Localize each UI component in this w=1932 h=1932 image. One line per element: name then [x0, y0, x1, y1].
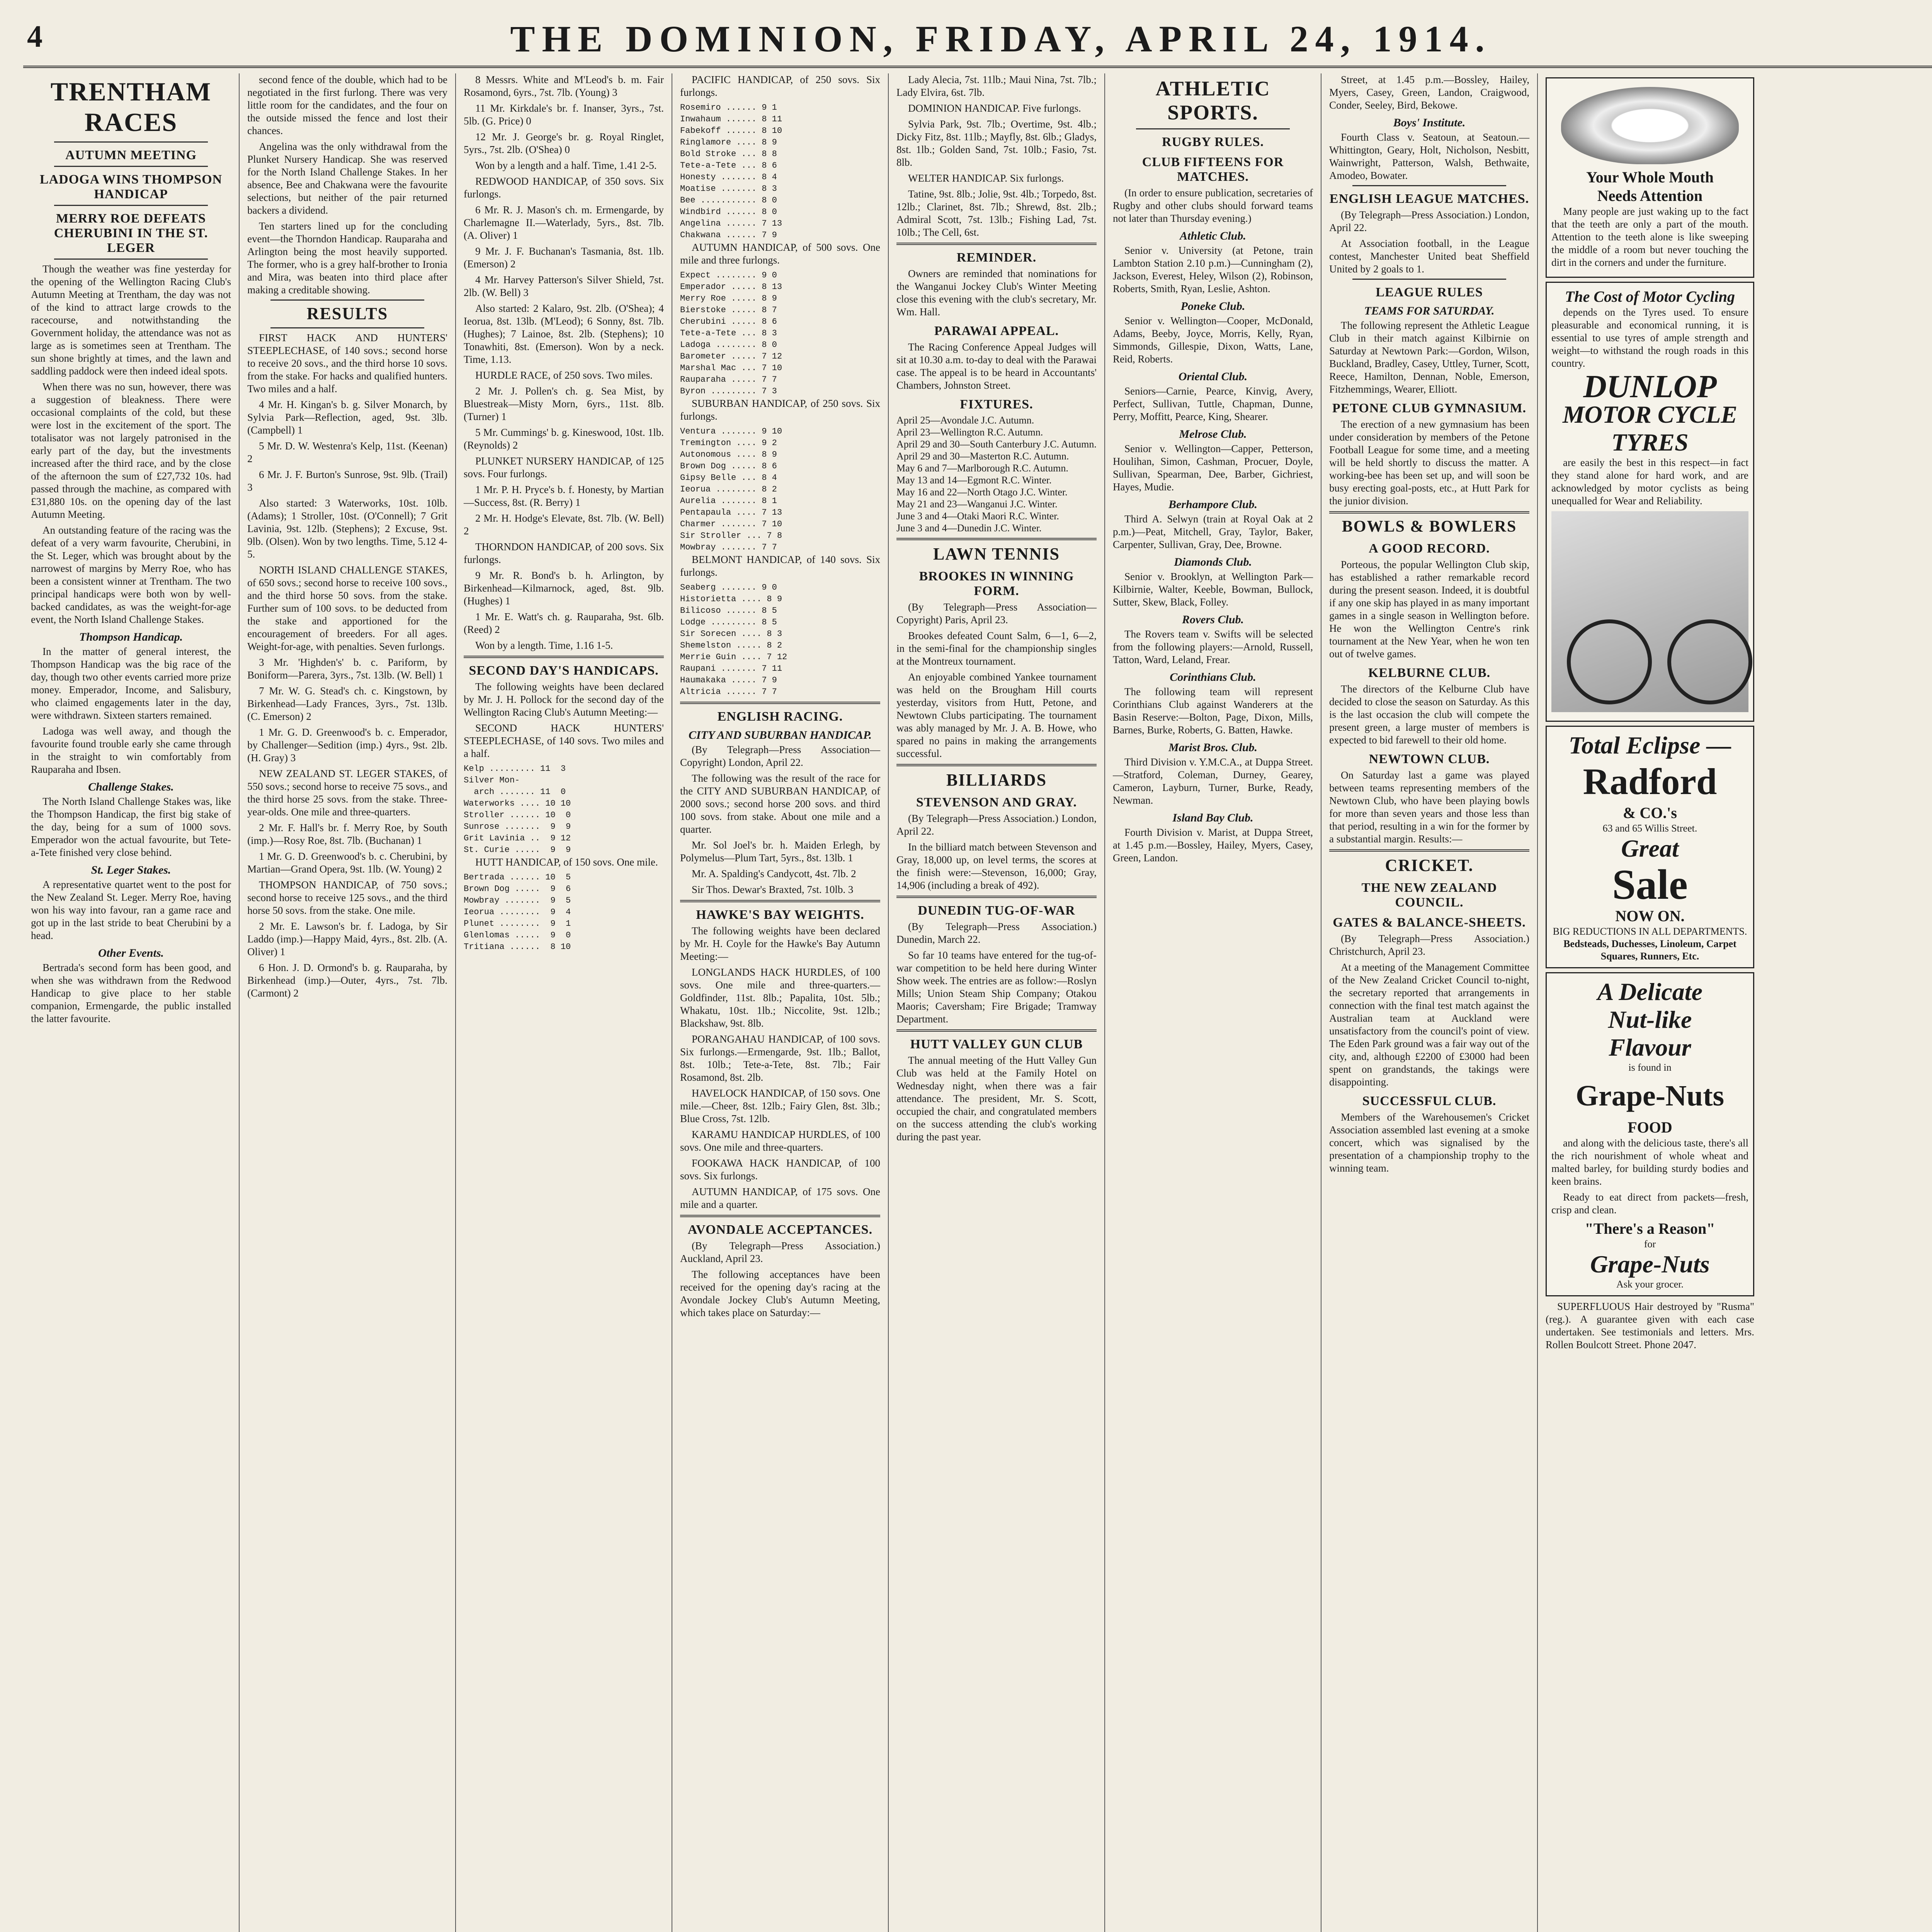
article-paragraph: In the matter of general interest, the Thompson Handicap was the big race of the day, though two other events carried more prize money. Emperador, Income, and Salisbury, who claimed engagements later in the day, were withdrawn. Sixteen starters remained. — [31, 646, 231, 721]
result-entry: 2 Mr. J. Pollen's ch. g. Sea Mist, by Bluestreak—Misty Morn, 6yrs., 11st. 8lb. (Turner) 1 — [464, 385, 664, 422]
result-entry: Sir Thos. Dewar's Braxted, 7st. 10lb. 3 — [692, 884, 854, 895]
article-paragraph: Brookes defeated Count Salm, 6—1, 6—2, in the semi-final for the championship singles at the Montreux tournament. — [896, 630, 1097, 667]
mouth-advert — [1546, 77, 1754, 278]
club-team: Seniors—Carnie, Pearce, Kinvig, Avery, Perfect, Sullivan, Tuttle, Chapman, Dunne, Perry, Moffitt, Pearce, King, Shearer. — [1113, 385, 1313, 422]
weights-line: Sir Sorecen .... 8 3 — [680, 629, 782, 639]
mouth-illustration — [1561, 87, 1739, 164]
club-heading: Rovers Club. — [1182, 613, 1244, 626]
kelburne-heading: KELBURNE CLUB. — [1368, 666, 1491, 680]
club-team: Fourth Division v. Marist, at Duppa Street, at 1.45 p.m.—Bossley, Hailey, Myers, Casey, Green, Landon. — [1113, 827, 1313, 864]
reminder-heading: REMINDER. — [956, 250, 1037, 265]
article-paragraph: Ladoga was well away, and though the favourite found trouble early she came through in the straight to win comfortably from Rauparaha and Ibsen. — [31, 725, 231, 775]
weights-line: Mowbray ....... 7 7 — [680, 543, 777, 552]
wheel-icon — [1567, 619, 1652, 704]
club-heading: Corinthians Club. — [1170, 671, 1256, 684]
dateline: (By Telegraph—Press Association—Copyright) London, April 22. — [680, 744, 880, 768]
ads-column — [1538, 73, 1762, 1932]
article-paragraph: The annual meeting of the Hutt Valley Gun Club was held at the Family Hotel on Wednesday night, when there was a fair attendance. The president, Mr. S. Scott, occupied the chair, and congratulated members on the success attending the club's working during the past year. — [896, 1054, 1097, 1143]
article-paragraph: On Saturday last a game was played between teams representing members of the Newtown Club, who have been playing bowls for more than seven years and those less than that period, resulting in a win for the former by a substantial margin. Results:— — [1329, 769, 1529, 845]
weights-line: Bold Stroke ... 8 8 — [680, 149, 777, 159]
weights-line: Raupani ....... 7 11 — [680, 664, 782, 673]
divider — [896, 764, 1097, 766]
divider — [680, 900, 880, 902]
race-heading: AUTUMN HANDICAP, of 500 sovs. One mile and three furlongs. — [680, 242, 880, 266]
article-paragraph: Though the weather was fine yesterday for the opening of the Wellington Racing Club's Autumn Meeting at Trentham, the day was not of the kind to attract large crowds to the racecourse, and notwithstanding the Government holiday, the attendance was not as large as is sometimes seen at Trentham. The sun shone brightly at times, and the lawn and saddling paddock were then indeed ideal spots. — [31, 263, 231, 377]
result-entry: 3 Mr. 'Highden's' b. c. Pariform, by Boniform—Parera, 3yrs., 7st. 13lb. (W. Bell) 1 — [247, 656, 447, 681]
now-on-text: NOW ON. — [1615, 907, 1685, 925]
club-team: Fourth Class v. Seatoun, at Seatoun.—Whittington, Geary, Holt, Nicholson, Nesbitt, Wainwright, Patterson, Walsh, Bethwaite, Amodeo, Bowater. — [1329, 131, 1529, 181]
mouth-title-2: Needs Attention — [1597, 187, 1703, 204]
weights-line: St. Curie ..... 9 9 — [464, 845, 571, 855]
result-entry: THORNDON HANDICAP, of 200 sovs. Six furlongs. — [464, 541, 664, 565]
gates-sub: GATES & BALANCE-SHEETS. — [1333, 915, 1526, 930]
weights-line: Glenlomas ..... 9 0 — [464, 930, 571, 940]
weights-line: Ventura ....... 9 10 — [680, 427, 782, 436]
weights-line: Seaberg ....... 9 0 — [680, 583, 777, 592]
column-5 — [889, 73, 1105, 1932]
club-team: The following team will represent Corinthians Club against Wanderers at the Basin Reserve:—Bolton, Page, Dixon, Mills, Barnes, Burke, Roberts, G. Batten, Hawke. — [1113, 686, 1313, 736]
club-team: Senior v. Wellington—Cooper, McDonald, Adams, Beeby, Joyce, Morris, Kelly, Ryan, Simmonds, Gillespie, Dixon, Watts, Lane, Reid, Roberts. — [1113, 315, 1313, 365]
club-heading: Boys' Institute. — [1393, 116, 1466, 129]
dateline: (By Telegraph—Press Association.) Christchurch, April 23. — [1329, 933, 1529, 957]
ask-grocer: Ask your grocer. — [1616, 1279, 1684, 1290]
eclipse-title: Total Eclipse — — [1568, 731, 1731, 759]
weights-line: Ieorua ........ 9 4 — [464, 907, 571, 917]
weights-line: Angelina ...... 7 13 — [680, 219, 782, 228]
divider — [1136, 128, 1290, 129]
article-paragraph: When there was no sun, however, there was a suggestion of bleakness. There were occasional complaints of the cold, but these were lost in the excitement of the sport. The totalisator was not largely patronised in the early part of the day, but the investments increased after the third race, and by the close of the afternoon the sum of £27,732 10s. had passed through the machine, as compared with £31,880 10s. on the opening day of the last Autumn Meeting. — [31, 381, 231, 520]
thompson-heading: Thompson Handicap. — [79, 631, 183, 643]
article-paragraph: The following weights have been declared by Mr. J. H. Pollock for the second day of the Wellington Racing Club's Autumn Meeting:— — [464, 681, 664, 718]
divider — [680, 702, 880, 704]
article-paragraph: So far 10 teams have entered for the tug-of-war competition to be held here during Winter Show week. The entries are as follow:—Roslyn Mills; Union Steam Ship Company; Otakou Maoris; Caversham; Fire Brigade; Tramway Department. — [896, 949, 1097, 1025]
ladoga-sub: LADOGA WINS THOMPSON HANDICAP — [39, 172, 223, 201]
fixture-line: April 29 and 30—Masterton R.C. Autumn. — [896, 451, 1069, 462]
result-entry: 8 Messrs. White and M'Leod's b. m. Fair Rosamond, 6yrs., 7st. 7lb. (Young) 3 — [464, 74, 664, 98]
dateline: (By Telegraph—Press Association—Copyright) Paris, April 23. — [896, 601, 1097, 626]
result-entry: 6 Mr. R. J. Mason's ch. m. Ermengarde, by Charlemagne II.—Waterlady, 5yrs., 8st. 7lb. (A. Oliver) 1 — [464, 204, 664, 241]
divider — [54, 259, 208, 260]
weights-line: Brown Dog ..... 9 6 — [464, 884, 571, 894]
great-text: Great — [1621, 835, 1679, 862]
athletic-sports-heading: ATHLETIC SPORTS. — [1155, 77, 1270, 124]
article-paragraph: Bertrada's second form has been good, and when she was withdrawn from the Redwood Handicap to give place to her stable companion, Ermengarde, the public installed the latter favourite. — [31, 962, 231, 1024]
weights-line: Altricia ...... 7 7 — [680, 687, 777, 697]
divider — [896, 896, 1097, 898]
race-heading: SUBURBAN HANDICAP, of 250 sovs. Six furlongs. — [680, 398, 880, 422]
result-entry: 2 Mr. F. Hall's br. f. Merry Roe, by South (imp.)—Rosy Roe, 8st. 7lb. (Buchanan) 1 — [247, 822, 447, 846]
weights-line: Lodge ......... 8 5 — [680, 617, 777, 627]
column-7 — [1321, 73, 1538, 1932]
weights-line: Waterworks .... 10 10 — [464, 799, 571, 808]
divider — [896, 1029, 1097, 1032]
result-entry: 2 Mr. E. Lawson's br. f. Ladoga, by Sir Laddo (imp.)—Happy Maid, 4yrs., 8st. 2lb. (A. Oliver) 1 — [247, 920, 447, 957]
result-entry: Mr. Sol Joel's br. h. Maiden Erlegh, by Polymelus—Plum Tart, 5yrs., 8st. 13lb. 1 — [680, 839, 880, 864]
article-paragraph: At a meeting of the Management Committee of the New Zealand Cricket Council to-night, the secretary reported that arrangements in connection with the final test match against the Australian team at Auckland were unsatisfactory from the council's point of view. The Eden Park ground was a fair way out of the city, and, although £2200 of £3000 had been spent on grandstands, the takings were disappointing. — [1329, 961, 1529, 1088]
nz-council-sub: THE NEW ZEALAND COUNCIL. — [1361, 881, 1497, 910]
weights-line: Pentapaula .... 7 13 — [680, 508, 782, 517]
result-entry: 9 Mr. R. Bond's b. h. Arlington, by Birkenhead—Kilmarnock, aged, 8st. 9lb. (Hughes) 1 — [464, 570, 664, 607]
goods-text: Bedsteads, Duchesses, Linoleum, Carpet Squares, Runners, Etc. — [1563, 938, 1736, 962]
masthead — [23, 8, 1932, 68]
teams-saturday-sub: TEAMS FOR SATURDAY. — [1364, 304, 1495, 317]
dateline: (By Telegraph—Press Association.) London, April 22. — [1329, 209, 1529, 233]
flavour-text: Flavour — [1609, 1034, 1691, 1061]
weights-entry: AUTUMN HANDICAP, of 175 sovs. One mile and a quarter. — [680, 1186, 880, 1210]
weights-line: Tete-a-Tete ... 8 6 — [680, 161, 777, 170]
result-entry: Also started: 3 Waterworks, 10st. 10lb. (Adams); 1 Stroller, 10st. (O'Connell); 7 Grit Lavinia, 9st. 12lb. (Stephens); 2 Excuse, 9st. 9lb. (Olsen). Won by two lengths. Time, 5.12 4-5. — [247, 497, 447, 560]
fixture-line: June 3 and 4—Otaki Maori R.C. Winter. — [896, 510, 1059, 522]
weights-line: Autonomous .... 8 9 — [680, 450, 777, 459]
result-entry: Won by a length. Time, 1.16 1-5. — [475, 639, 613, 651]
article-paragraph: Owners are reminded that nominations for the Wanganui Jockey Club's Winter Meeting close this evening with the club's secretary, Mr. Wm. Hall. — [896, 268, 1097, 318]
club-heading: Melrose Club. — [1179, 428, 1247, 440]
weights-line: Charmer ....... 7 10 — [680, 519, 782, 529]
dateline: (By Telegraph—Press Association.) Auckland, April 23. — [680, 1240, 880, 1264]
weights-line: Haumakaka ..... 7 9 — [680, 675, 777, 685]
result-entry: Won by a length and a half. Time, 1.41 2-5. — [475, 160, 657, 171]
divider — [1352, 279, 1506, 280]
article-paragraph: The following was the result of the race for the CITY AND SUBURBAN HANDICAP, of 2000 sovs.; second horse 200 sovs. and third 100 sovs. from stake. About one mile and a quarter. — [680, 772, 880, 835]
fixture-line: May 16 and 22—North Otago J.C. Winter. — [896, 486, 1068, 498]
grapenuts-advert — [1546, 972, 1754, 1296]
found-in-text: is found in — [1628, 1062, 1672, 1073]
weights-line: Ringlamore .... 8 9 — [680, 138, 777, 147]
stevenson-sub: STEVENSON AND GRAY. — [916, 795, 1077, 810]
result-entry: 4 Mr. Harvey Patterson's Silver Shield, 7st. 2lb. (W. Bell) 3 — [464, 274, 664, 298]
article-paragraph: Angelina was the only withdrawal from the Plunket Nursery Handicap. She was reserved for the North Island Challenge Stakes. In her absence, Bee and Chakwana were the favourite selections, but neither of the pair returned backers a dividend. — [247, 141, 447, 216]
dunlop-tyres: TYRES — [1611, 429, 1689, 456]
result-entry: 1 Mr. P. H. Pryce's b. f. Honesty, by Martian—Success, 8st. (R. Berry) 1 — [464, 484, 664, 508]
club-fifteens-sub: CLUB FIFTEENS FOR MATCHES. — [1142, 155, 1284, 184]
result-entry: 9 Mr. J. F. Buchanan's Tasmania, 8st. 1lb. (Emerson) 2 — [464, 245, 664, 270]
ad-text: and along with the delicious taste, there's all the rich nourishment of whole wheat and malted barley, for building sturdy bodies and keen brains. — [1551, 1137, 1748, 1187]
weights-line: Grit Lavinia .. 9 12 — [464, 833, 571, 843]
club-team: The Rovers team v. Swifts will be selected from the following players:—Arnold, Russell, Tatton, Ward, Leland, Frear. — [1113, 628, 1313, 665]
column-6 — [1105, 73, 1321, 1932]
club-team: Senior v. University (at Petone, train Lambton Station 2.10 p.m.)—Cunningham (2), Jackson, Everest, Heley, Wilson (2), Robinson, Roberts, Smith, Ryan, Leslie, Ashton. — [1113, 245, 1313, 294]
article-paragraph: The directors of the Kelburne Club have decided to close the season on Saturday. As this is the last occasion the club will compete the present green, a large muster of members is expected to bid farewell to their old home. — [1329, 683, 1529, 746]
weights-line: Expect ........ 9 0 — [680, 270, 777, 280]
article-paragraph: At Association football, in the League contest, Manchester United beat Sheffield United by 2 goals to 1. — [1329, 238, 1529, 275]
weights-line: Bee ........... 8 0 — [680, 196, 777, 205]
weights-line: Gipsy Belle ... 8 4 — [680, 473, 777, 483]
weights-entry: KARAMU HANDICAP HURDLES, of 100 sovs. One mile and three-quarters. — [680, 1129, 880, 1153]
race-heading: DOMINION HANDICAP. Five furlongs. — [908, 102, 1081, 114]
cyclist-illustration — [1551, 511, 1748, 712]
column-1 — [23, 73, 240, 1932]
theres-reason: "There's a Reason" — [1585, 1220, 1715, 1237]
ad-text: are easily the best in this respect—in fact they stand alone for hard work, and are acknowledged by motor cyclists as being unequalled for Wear and Reliability. — [1551, 457, 1748, 507]
divider — [896, 538, 1097, 540]
club-heading: Poneke Club. — [1180, 300, 1245, 313]
weights-line: Sir Stroller ... 7 8 — [680, 531, 782, 541]
result-entry: 5 Mr. Cummings' b. g. Kineswood, 10st. 1lb. (Reynolds) 2 — [464, 427, 664, 451]
challenge-heading: Challenge Stakes. — [88, 781, 174, 793]
weights-line: Aurelia ....... 8 1 — [680, 496, 777, 506]
article-paragraph: The following weights have been declared by Mr. H. Coyle for the Hawke's Bay Autumn Meeting:— — [680, 925, 880, 962]
weights-entry: HAVELOCK HANDICAP, of 150 sovs. One mile.—Cheer, 8st. 12lb.; Fairy Glen, 8st. 3lb.; Blue Cross, 7st. 12lb. — [680, 1087, 880, 1124]
club-team: Senior v. Wellington—Capper, Petterson, Houlihan, Simon, Cashman, Procuer, Doyle, Sullivan, Spearman, Dee, Barber, Gichriest, Hayes, Mudie. — [1113, 443, 1313, 493]
petone-gym-heading: PETONE CLUB GYMNASIUM. — [1332, 401, 1527, 415]
nutlike-text: Nut-like — [1608, 1006, 1692, 1033]
weights-line: Rosemiro ...... 9 1 — [680, 103, 777, 112]
weights-line: Ladoga ........ 8 0 — [680, 340, 777, 350]
delicate-text: A Delicate — [1597, 978, 1702, 1005]
result-entry: 5 Mr. D. W. Westenra's Kelp, 11st. (Keenan) 2 — [247, 440, 447, 464]
billiards-heading: BILLIARDS — [946, 770, 1047, 789]
trentham-heading: TRENTHAM RACES — [50, 77, 212, 137]
weights-entry: Tatine, 9st. 8lb.; Jolie, 9st. 4lb.; Torpedo, 8st. 12lb.; Clarinet, 8st. 7lb.; Shrewd, 8st. 2lb.; Admiral Scott, 7st. 13lb.; Fishing Lad, 7st. 10lb.; The Cell, 6st. — [896, 188, 1097, 238]
divider — [54, 141, 208, 143]
race-heading: BELMONT HANDICAP, of 140 sovs. Six furlongs. — [680, 554, 880, 578]
english-league-heading: ENGLISH LEAGUE MATCHES. — [1329, 192, 1529, 206]
result-entry: 1 Mr. G. D. Greenwood's b. c. Cherubini, by Martian—Grand Opera, 9st. 1lb. (W. Young) 2 — [247, 850, 447, 875]
result-entry: HURDLE RACE, of 250 sovs. Two miles. — [475, 369, 653, 381]
result-entry: PLUNKET NURSERY HANDICAP, of 125 sovs. Four furlongs. — [464, 455, 664, 480]
weights-line: Plunet ........ 9 1 — [464, 919, 571, 929]
weights-line: Honesty ....... 8 4 — [680, 172, 777, 182]
result-entry: FIRST HACK AND HUNTERS' STEEPLECHASE, of 140 sovs.; second horse to receive 20 sovs., and the third horse 10 sovs. from the stake. For hacks and qualified hunters. Two miles and a half. — [247, 332, 447, 395]
result-entry: 11 Mr. Kirkdale's br. f. Inanser, 3yrs., 7st. 5lb. (G. Price) 0 — [464, 102, 664, 127]
weights-line: Rauparaha ..... 7 7 — [680, 375, 777, 384]
race-heading: SECOND HACK HUNTERS' STEEPLECHASE, of 140 sovs. Two miles and a half. — [464, 722, 664, 759]
club-heading: Berhampore Club. — [1168, 498, 1258, 511]
ad-text: Ready to eat direct from packets—fresh, crisp and clean. — [1551, 1191, 1748, 1216]
page-number: 4 — [27, 20, 43, 54]
fixture-line: May 21 and 23—Wanganui J.C. Winter. — [896, 498, 1058, 510]
avondale-heading: AVONDALE ACCEPTANCES. — [687, 1223, 873, 1237]
club-heading: Marist Bros. Club. — [1168, 741, 1258, 754]
weights-line: Merry Roe ..... 8 9 — [680, 294, 777, 303]
ad-text: depends on the Tyres used. To ensure pleasurable and economical running, it is essential to use tyres of ample strength and weight—to withstand the rough roads in this country. — [1551, 306, 1748, 369]
grapenuts-brand-2: Grape-Nuts — [1590, 1250, 1710, 1278]
dateline: (By Telegraph—Press Association.) London, April 22. — [896, 813, 1097, 837]
column-2 — [240, 73, 456, 1932]
brookes-sub: BROOKES IN WINNING FORM. — [919, 569, 1074, 598]
weights-line: Historietta .... 8 9 — [680, 594, 782, 604]
club-heading: Island Bay Club. — [1172, 811, 1253, 824]
radford-name: Radford — [1583, 761, 1717, 802]
weights-line: Barometer ..... 7 12 — [680, 352, 782, 361]
cost-heading: The Cost of Motor Cycling — [1565, 288, 1735, 305]
article-paragraph: The North Island Challenge Stakes was, like the Thompson Handicap, the first big stake of the day, being for a sum of 1000 sovs. Emperador won the actual favourite, but Tete-a-Tete finished very close behind. — [31, 796, 231, 858]
race-heading: HUTT HANDICAP, of 150 sovs. One mile. — [475, 856, 658, 868]
divider — [270, 299, 424, 301]
race-heading: PACIFIC HANDICAP, of 250 sovs. Six furlongs. — [680, 74, 880, 98]
sale-text: Sale — [1612, 861, 1688, 908]
weights-line: Merrie Guin .... 7 12 — [680, 652, 787, 662]
result-entry: 12 Mr. J. George's br. g. Royal Ringlet, 5yrs., 7st. 2lb. (O'Shea) 0 — [464, 131, 664, 155]
weights-line: Inwahaum ...... 8 11 — [680, 114, 782, 124]
successful-club-heading: SUCCESSFUL CLUB. — [1362, 1094, 1497, 1108]
article-paragraph: (In order to ensure publication, secretaries of Rugby and other clubs should forward teams not later than Thursday evening.) — [1113, 187, 1313, 224]
food-text: FOOD — [1628, 1119, 1672, 1136]
weights-line: Kelp ......... 11 3 — [464, 764, 566, 774]
divider — [54, 166, 208, 167]
weights-line: Windbird ...... 8 0 — [680, 207, 777, 217]
result-entry: Mr. A. Spalding's Candycott, 4st. 7lb. 2 — [692, 868, 856, 879]
other-events-heading: Other Events. — [98, 947, 164, 959]
club-heading: Athletic Club. — [1180, 230, 1246, 242]
weights-entry: LONGLANDS HACK HURDLES, of 100 sovs. One mile and three-quarters.—Goldfinder, 11st. 8lb.; Papalita, 10st. 5lb.; Whakatu, 10st. 1lb.; Niccolite, 9st. 12lb.; Blackshaw, 9st. 8lb. — [680, 966, 880, 1029]
article-paragraph: In the billiard match between Stevenson and Gray, 18,000 up, on level terms, the scores at the finish were:—Stevenson, 16,000; Gray, 14,906 (including a break of 492). — [896, 841, 1097, 891]
city-suburban-sub: CITY AND SUBURBAN HANDICAP. — [689, 729, 872, 742]
weights-line: Mowbray ....... 9 5 — [464, 896, 571, 905]
weights-line: Silver Mon- — [464, 776, 520, 785]
weights-line: Bierstoke ..... 8 7 — [680, 305, 777, 315]
fixture-line: April 25—Avondale J.C. Autumn. — [896, 415, 1034, 426]
newtown-heading: NEWTOWN CLUB. — [1369, 752, 1490, 766]
hawkes-bay-heading: HAWKE'S BAY WEIGHTS. — [696, 908, 864, 922]
club-heading: Diamonds Club. — [1174, 556, 1252, 568]
article-paragraph: A representative quartet went to the post for the New Zealand St. Leger. Merry Roe, having won his way into favour, ran a game race and got up in the last stride to beat Cherubini by a head. — [31, 879, 231, 941]
divider — [1329, 511, 1529, 514]
english-racing-heading: ENGLISH RACING. — [717, 709, 843, 724]
newspaper-title: THE DOMINION, FRIDAY, APRIL 24, 1914. — [510, 18, 1492, 60]
result-entry: 4 Mr. H. Kingan's b. g. Silver Monarch, by Sylvia Park—Reflection, aged, 9st. 3lb. (Campbell) 1 — [247, 399, 447, 436]
club-team: Third Division v. Y.M.C.A., at Duppa Street.—Stratford, Coleman, Durney, Gearey, Cameron, Layburn, Turner, Burke, Ready, Newman. — [1113, 756, 1313, 806]
merry-roe-sub: MERRY ROE DEFEATS CHERUBINI IN THE ST. LEGER — [54, 211, 208, 255]
weights-line: arch ....... 11 0 — [464, 787, 566, 797]
reductions-text: BIG REDUCTIONS IN ALL DEPARTMENTS. — [1553, 926, 1747, 937]
dunlop-motor-cycle: MOTOR CYCLE — [1562, 401, 1738, 428]
divider — [464, 656, 664, 658]
results-heading: RESULTS — [306, 304, 388, 323]
article-paragraph: second fence of the double, which had to be negotiated in the first furlong. There was very little room for the candidates, and the four on the outside missed the fence and lost their chances. — [247, 74, 447, 136]
fixture-line: May 13 and 14—Egmont R.C. Winter. — [896, 474, 1052, 486]
article-paragraph: An enjoyable combined Yankee tournament was held on the Brougham Hill courts yesterday, visitors from Hutt, Petone, and Newtown Clubs participating. The tournament was ably managed by Mr. J. A. B. Howe, who spared no pains in making the arrangements successful. — [896, 671, 1097, 759]
fixture-line: April 29 and 30—South Canterbury J.C. Autumn. — [896, 439, 1097, 450]
bowls-heading: BOWLS & BOWLERS — [1342, 518, 1517, 536]
result-entry: 6 Mr. J. F. Burton's Sunrose, 9st. 9lb. (Trail) 3 — [247, 469, 447, 493]
club-team: Street, at 1.45 p.m.—Bossley, Hailey, Myers, Casey, Green, Landon, Craigwood, Conder, Seeley, Bird, Bekowe. — [1329, 74, 1529, 111]
rugby-heading: RUGBY RULES. — [1162, 135, 1264, 149]
columns — [23, 73, 1932, 1932]
article-paragraph: An outstanding feature of the racing was the defeat of a very warm favourite, Cherubini, in the St. Leger, which was brought about by the narrowest of margins by Merry Roe, who has been a consistent winner at Trentham. The two principal handicaps were both won by well-backed candidates, as was the weight-for-age event, the North Island Challenge Stakes. — [31, 524, 231, 625]
weights-line: Tritiana ...... 8 10 — [464, 942, 571, 952]
weights-line: Bertrada ...... 10 5 — [464, 872, 571, 882]
cricket-heading: CRICKET. — [1385, 856, 1474, 875]
weights-entry: Sylvia Park, 9st. 7lb.; Overtime, 9st. 4lb.; Dicky Fitz, 8st. 11lb.; Mayfly, 8st. 6lb.; Gladys, 8st. 1lb.; Golden Sand, 7st. 10lb.; Fasio, 7st. 8lb. — [896, 118, 1097, 168]
weights-entry: FOOKAWA HACK HANDICAP, of 100 sovs. Six furlongs. — [680, 1157, 880, 1182]
classified-ad: SUPERFLUOUS Hair destroyed by "Rusma" (reg.). A guarantee given with each case undertaken. See testimonials and letters. Mrs. Rollen Boulcott Street. Phone 2047. — [1546, 1301, 1754, 1350]
result-entry: THOMPSON HANDICAP, of 750 sovs.; second horse to receive 125 sovs., and the third horse 50 sovs. from the stake. One mile. — [247, 879, 447, 916]
result-entry: 6 Hon. J. D. Ormond's b. g. Rauparaha, by Birkenhead (imp.)—Outer, 4yrs., 7st. 7lb. (Carmont) 2 — [247, 962, 447, 999]
wheel-icon — [1667, 619, 1752, 704]
result-entry: NORTH ISLAND CHALLENGE STAKES, of 650 sovs.; second horse to receive 100 sovs., and the third horse 50 sovs. from the stake. Further sum of 100 sovs. to be deducted from the stake and apportioned for the encouragement of breeders. For all ages. Weight-for-age, with penalties. Seven furlongs. — [247, 564, 447, 652]
weights-line: Shemelston ..... 8 2 — [680, 641, 782, 650]
article-paragraph: Porteous, the popular Wellington Club skip, has established a rather remarkable record during the present season. Indeed, it is doubtful if any one skip has played in as many important games in a single season in Wellington before. He won the Wellington Centre's rink tournament at the New Year, when he won ten out of twelve games. — [1329, 559, 1529, 660]
weights-line: Stroller ...... 10 0 — [464, 810, 571, 820]
result-entry: 2 Mr. H. Hodge's Elevate, 8st. 7lb. (W. Bell) 2 — [464, 512, 664, 537]
result-entry: REDWOOD HANDICAP, of 350 sovs. Six furlongs. — [464, 175, 664, 200]
league-rules-heading: LEAGUE RULES — [1376, 285, 1483, 299]
result-entry: 1 Mr. E. Watt's ch. g. Rauparaha, 9st. 6lb. (Reed) 2 — [464, 611, 664, 635]
weights-line: Moatise ....... 8 3 — [680, 184, 777, 194]
article-paragraph: The Racing Conference Appeal Judges will sit at 10.30 a.m. to-day to deal with the Parawai case. The appeal is to be heard in Accountants' Chambers, Johnston Street. — [896, 341, 1097, 391]
result-entry: 7 Mr. W. G. Stead's ch. c. Kingstown, by Birkenhead—Lady Frances, 3yrs., 7st. 13lb. (C. Emerson) 2 — [247, 685, 447, 722]
weights-line: Fabekoff ...... 8 10 — [680, 126, 782, 136]
race-heading: WELTER HANDICAP. Six furlongs. — [908, 172, 1064, 184]
dunlop-brand: DUNLOP — [1583, 369, 1717, 405]
result-entry: 1 Mr. G. D. Greenwood's b. c. Emperador, by Challenger—Sedition (imp.) 4yrs., 9st. 2lb. (H. Gray) 3 — [247, 726, 447, 764]
parawai-heading: PARAWAI APPEAL. — [934, 324, 1059, 338]
article-paragraph: Members of the Warehousemen's Cricket Association assembled last evening at a smoke concert, which was signalised by the presentation of a championship trophy to the winning team. — [1329, 1111, 1529, 1174]
weights-entry: PORANGAHAU HANDICAP, of 100 sovs. Six furlongs.—Ermengarde, 9st. 1lb.; Ballot, 8st. 10lb.; Tete-a-Tete, 8st. 7lb.; Fair Rosamond, 8st. 2lb. — [680, 1033, 880, 1083]
article-paragraph: The following represent the Athletic League Club in their match against Kilbirnie on Saturday at Newtown Park:—Gordon, Wilson, Buckland, Bradley, Casey, Uttley, Turner, Scott, Reece, Hamilton, Dennan, Noble, Emerson, Fitzhemmings, Wearer, Elliott. — [1329, 320, 1529, 395]
for-text: for — [1644, 1238, 1656, 1250]
radford-advert — [1546, 726, 1754, 968]
fixtures-heading: FIXTURES. — [960, 397, 1033, 412]
mouth-title: Your Whole Mouth — [1586, 168, 1714, 186]
weights-line: Tremington .... 9 2 — [680, 438, 777, 448]
ad-text: Many people are just waking up to the fact that the teeth are only a part of the mouth. Attention to the teeth alone is like sweeping the middle of a room but never touching the dirt in the corners and under the furniture. — [1551, 206, 1748, 268]
radford-address: 63 and 65 Willis Street. — [1602, 823, 1697, 834]
second-day-heading: SECOND DAY'S HANDICAPS. — [469, 663, 659, 678]
divider — [680, 1215, 880, 1217]
lawn-tennis-heading: LAWN TENNIS — [933, 544, 1060, 563]
good-record-sub: A GOOD RECORD. — [1369, 541, 1490, 556]
article-paragraph: The erection of a new gymnasium has been under consideration by members of the Petone Football League for some time, and a meeting will be held shortly to discuss the matter. A working-bee has been set up, and will soon be busy erecting goal-posts, etc., at Hutt Park for the junior division. — [1329, 418, 1529, 507]
weights-line: Emperador ..... 8 13 — [680, 282, 782, 292]
article-paragraph: The following acceptances have been received for the opening day's racing at the Avondale Jockey Club's Autumn Meeting, which takes place on Saturday:— — [680, 1269, 880, 1318]
weights-line: Sunrose ....... 9 9 — [464, 822, 571, 832]
autumn-meeting-sub: AUTUMN MEETING — [65, 148, 197, 162]
column-4 — [672, 73, 889, 1932]
dunlop-advert — [1546, 282, 1754, 722]
weights-line: Tete-a-Tete ... 8 3 — [680, 328, 777, 338]
result-entry: Also started: 2 Kalaro, 9st. 2lb. (O'Shea); 4 Ieorua, 8st. 13lb. (M'Leod); 6 Sonny, 8st. 7lb. (Hughes); 7 Lainoe, 8st. 2lb. (Stephens); 10 Tonawhiti, 8st. (Emerson). Won by a neck. Time, 1.13. — [464, 303, 664, 365]
weights-entry: Lady Alecia, 7st. 11lb.; Maui Nina, 7st. 7lb.; Lady Elvira, 6st. 7lb. — [896, 74, 1097, 98]
gun-club-heading: HUTT VALLEY GUN CLUB — [910, 1037, 1083, 1051]
weights-line: Marshal Mac ... 7 10 — [680, 363, 782, 373]
divider — [270, 327, 424, 328]
weights-line: Byron ......... 7 3 — [680, 386, 777, 396]
club-team: Third A. Selwyn (train at Royal Oak at 2 p.m.)—Peat, Mitchell, Gray, Taylor, Baker, Carpenter, Sullivan, Gray, Dee, Browne. — [1113, 513, 1313, 550]
weights-line: Chakwana ...... 7 9 — [680, 230, 777, 240]
fixture-line: June 3 and 4—Dunedin J.C. Winter. — [896, 522, 1042, 534]
divider — [1329, 849, 1529, 852]
weights-line: Bilicoso ...... 8 5 — [680, 606, 777, 616]
result-entry: NEW ZEALAND ST. LEGER STAKES, of 550 sovs.; second horse to receive 75 sovs., and the third horse 25 sovs. from the stake. Three-year-olds. One mile and three-quarters. — [247, 768, 447, 818]
fixture-line: May 6 and 7—Marlborough R.C. Autumn. — [896, 463, 1068, 474]
divider — [1352, 185, 1506, 186]
club-team: Senior v. Brooklyn, at Wellington Park—Kilbirnie, Walter, Keeble, Bowman, Bullock, Sutter, Skew, Black, Folley. — [1113, 571, 1313, 608]
weights-line: Ieorua ........ 8 2 — [680, 485, 777, 494]
divider — [896, 243, 1097, 245]
radford-co: & CO.'s — [1623, 804, 1677, 821]
club-heading: Oriental Club. — [1178, 370, 1248, 383]
weights-line: Cherubini ..... 8 6 — [680, 317, 777, 327]
fixture-line: April 23—Wellington R.C. Autumn. — [896, 427, 1043, 438]
weights-line: Brown Dog ..... 8 6 — [680, 461, 777, 471]
grapenuts-brand: Grape-Nuts — [1575, 1080, 1725, 1112]
article-paragraph: Ten starters lined up for the concluding event—the Thorndon Handicap. Rauparaha and Arlington being the most heavily supported. The former, who is a grey half-brother to Ironia and Mira, was beaten into third place after making a creditable showing. — [247, 220, 447, 296]
leger-heading: St. Leger Stakes. — [91, 864, 171, 876]
dateline: (By Telegraph—Press Association.) Dunedin, March 22. — [896, 921, 1097, 945]
divider — [54, 205, 208, 206]
column-3 — [456, 73, 672, 1932]
tug-of-war-heading: DUNEDIN TUG-OF-WAR — [918, 903, 1075, 918]
